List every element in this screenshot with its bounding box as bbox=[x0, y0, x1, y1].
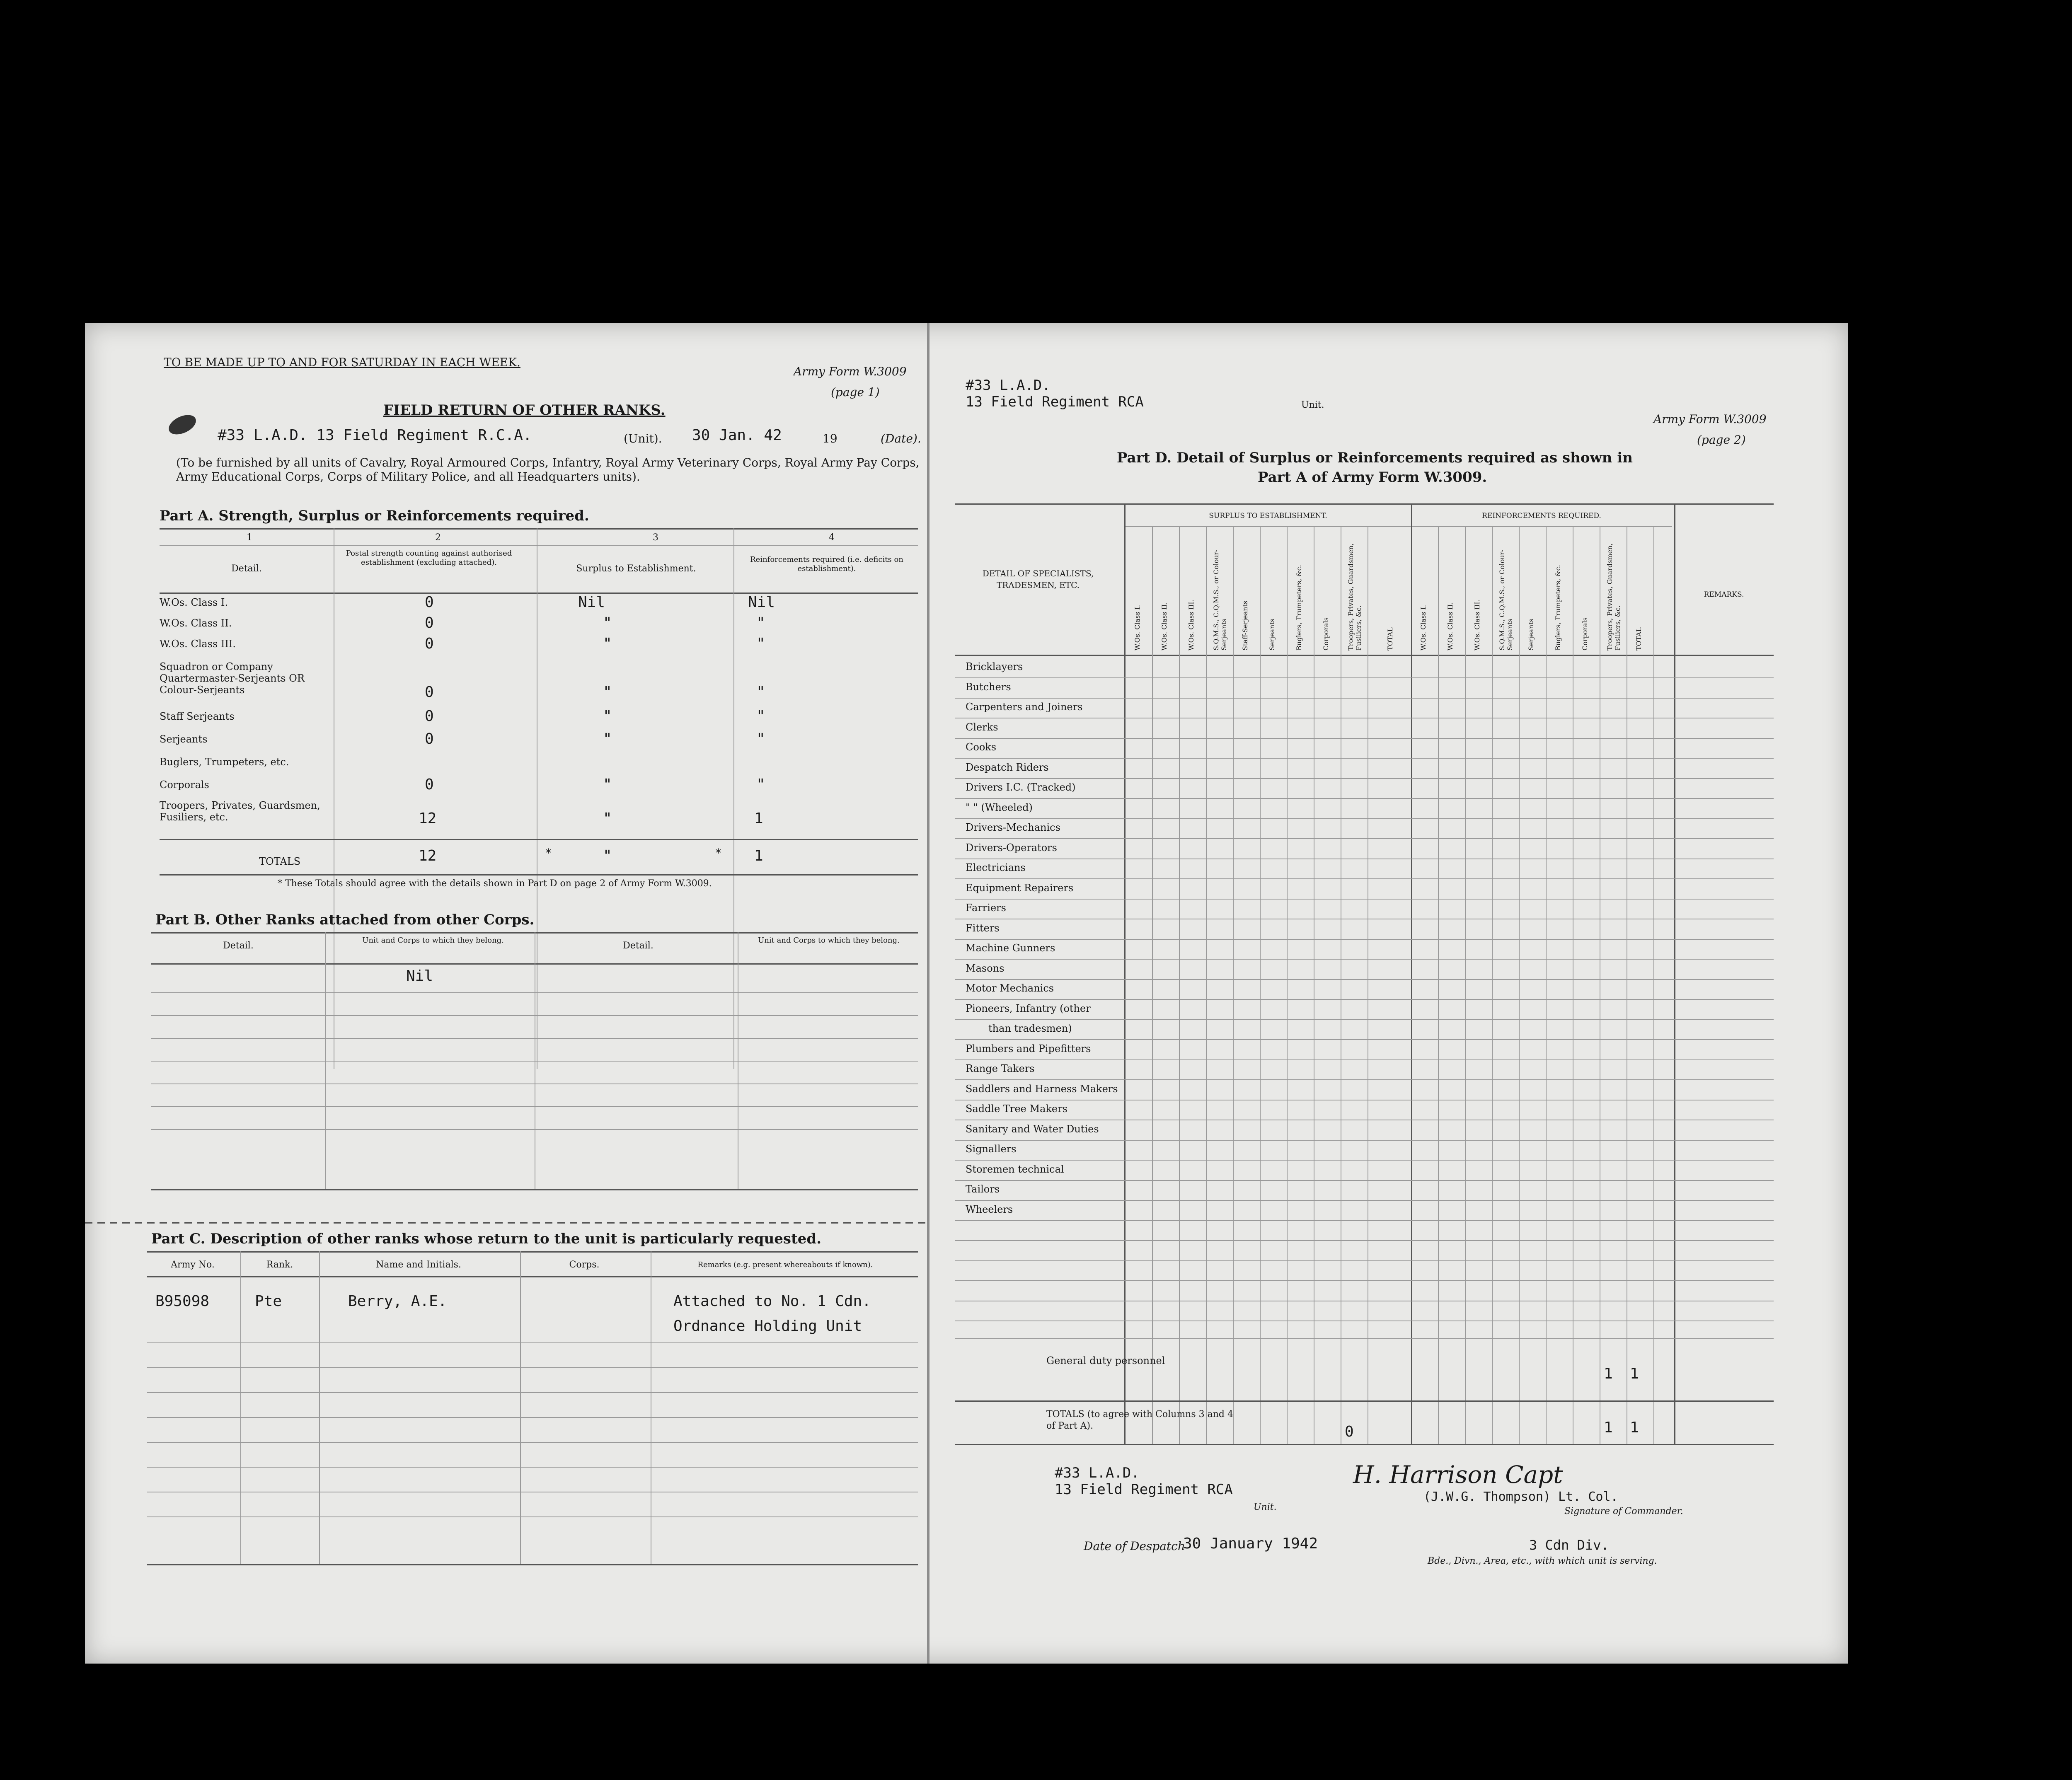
part-b-head-unit-2: Unit and Corps to which they belong. bbox=[758, 936, 900, 945]
trade-label: Electricians bbox=[966, 862, 1026, 873]
part-a-head-strength: Postal strength counting against authorised establishment (excluding attached). bbox=[346, 549, 512, 567]
p2-unit-value-2: 13 Field Regiment RCA bbox=[966, 394, 1144, 410]
trade-label: Despatch Riders bbox=[966, 761, 1049, 773]
trade-label: Saddle Tree Makers bbox=[966, 1103, 1067, 1115]
trade-label: Motor Mechanics bbox=[966, 982, 1054, 994]
part-c-head-army-no: Army No. bbox=[171, 1260, 215, 1270]
footer-unit-1: #33 L.A.D. bbox=[1055, 1465, 1140, 1481]
form-number: Army Form W.3009 bbox=[794, 365, 907, 378]
trade-label: Tailors bbox=[966, 1183, 1000, 1195]
part-d-title-1: Part D. Detail of Surplus or Reinforcements required as shown in bbox=[1117, 450, 1633, 466]
trade-label: Drivers-Mechanics bbox=[966, 822, 1060, 833]
ink-smudge bbox=[166, 411, 199, 438]
despatch-label: Date of Despatch bbox=[1084, 1539, 1185, 1553]
bde-label: Bde., Divn., Area, etc., with which unit is serving. bbox=[1428, 1556, 1657, 1566]
surplus-col-head-6: Serjeants bbox=[1268, 619, 1276, 651]
part-b-head-unit-1: Unit and Corps to which they belong. bbox=[362, 936, 504, 945]
trade-label: Cooks bbox=[966, 741, 997, 753]
surplus-col-head-total: TOTAL bbox=[1386, 627, 1394, 651]
trade-label: Storemen technical bbox=[966, 1163, 1064, 1175]
part-c-head-corps: Corps. bbox=[569, 1260, 600, 1270]
p2-unit-value-1: #33 L.A.D. bbox=[966, 377, 1051, 394]
unit-label: (Unit). bbox=[624, 432, 662, 445]
part-a-head-reinf: Reinforcements required (i.e. deficits on establishment). bbox=[750, 555, 903, 573]
part-c-head-rank: Rank. bbox=[266, 1260, 293, 1270]
part-a-col-num-4: 4 bbox=[829, 532, 835, 543]
trade-label: Equipment Repairers bbox=[966, 882, 1074, 894]
reinf-col-head-7: Corporals bbox=[1581, 617, 1589, 651]
reinf-col-head-5: Serjeants bbox=[1527, 619, 1535, 651]
part-b-head-detail-2: Detail. bbox=[623, 941, 654, 951]
reinf-col-head-2: W.Os. Class II. bbox=[1446, 602, 1454, 651]
p2-page-number: (page 2) bbox=[1697, 433, 1746, 447]
reinf-col-head-6: Buglers, Trumpeters, &c. bbox=[1554, 565, 1562, 651]
reinf-col-head-3: W.Os. Class III. bbox=[1473, 600, 1481, 651]
footer-unit-2: 13 Field Regiment RCA bbox=[1055, 1481, 1233, 1498]
trade-label: than tradesmen) bbox=[988, 1023, 1072, 1034]
page-fold bbox=[927, 323, 929, 1664]
trade-label: Clerks bbox=[966, 721, 998, 733]
trade-label: Masons bbox=[966, 962, 1005, 974]
surplus-col-head-3: W.Os. Class III. bbox=[1187, 600, 1195, 651]
part-c-head-remarks: Remarks (e.g. present whereabouts if known). bbox=[697, 1260, 873, 1269]
page-number: (page 1) bbox=[831, 385, 880, 399]
furnish-note: (To be furnished by all units of Cavalry, Royal Armoured Corps, Infantry, Royal Army Veterinary Corps, Royal Army Pay Corps, Army Educational Corps, Corps of Military Police, and all Headquarters units). bbox=[176, 456, 920, 484]
trade-label: Signallers bbox=[966, 1143, 1017, 1155]
p2-form-number: Army Form W.3009 bbox=[1653, 412, 1767, 426]
trade-label: Pioneers, Infantry (other bbox=[966, 1002, 1091, 1014]
signed-name: (J.W.G. Thompson) Lt. Col. bbox=[1423, 1490, 1618, 1504]
trade-label: Saddlers and Harness Makers bbox=[966, 1083, 1118, 1095]
surplus-col-head-4: S.Q.M.S., C.Q.M.S., or Colour-Serjeants bbox=[1212, 549, 1228, 651]
trade-label: Plumbers and Pipefitters bbox=[966, 1042, 1091, 1054]
trade-label: Drivers I.C. (Tracked) bbox=[966, 781, 1076, 793]
trade-label: Range Takers bbox=[966, 1063, 1035, 1074]
reinf-col-head-1: W.Os. Class I. bbox=[1419, 605, 1427, 651]
bde-value: 3 Cdn Div. bbox=[1529, 1537, 1609, 1553]
field-return-document bbox=[85, 323, 1848, 1664]
trade-label: Sanitary and Water Duties bbox=[966, 1123, 1099, 1135]
footer-unit-label: Unit. bbox=[1254, 1502, 1277, 1512]
part-a-footnote: * These Totals should agree with the details shown in Part D on page 2 of Army Form W.3009. bbox=[278, 878, 712, 889]
part-d-reinf-head: REINFORCEMENTS REQUIRED. bbox=[1482, 512, 1601, 520]
surplus-col-head-9: Troopers, Privates, Guardsmen, Fusiliers, &c. bbox=[1347, 543, 1363, 651]
part-d-surplus-head: SURPLUS TO ESTABLISHMENT. bbox=[1209, 512, 1327, 520]
part-c-title: Part C. Description of other ranks whose return to the unit is particularly requested. bbox=[151, 1231, 822, 1247]
part-d-remarks-head: REMARKS. bbox=[1704, 590, 1744, 599]
despatch-value: 30 January 1942 bbox=[1183, 1535, 1318, 1552]
general-duty-value-2: 1 bbox=[1630, 1365, 1639, 1382]
surplus-col-head-2: W.Os. Class II. bbox=[1160, 602, 1168, 651]
part-b-value: Nil bbox=[406, 967, 433, 984]
trade-label: Fitters bbox=[966, 922, 1000, 934]
handwritten-signature: H. Harrison Capt bbox=[1353, 1461, 1563, 1489]
part-d-totals-reinf-1: 1 bbox=[1604, 1419, 1613, 1436]
part-a-col-num-2: 2 bbox=[435, 532, 441, 543]
form-title: FIELD RETURN OF OTHER RANKS. bbox=[383, 402, 666, 418]
trade-label: Wheelers bbox=[966, 1203, 1013, 1215]
trade-label: Farriers bbox=[966, 902, 1006, 914]
reinf-col-head-4: S.Q.M.S., C.Q.M.S., or Colour-Serjeants bbox=[1498, 549, 1514, 651]
trade-label: " " (Wheeled) bbox=[966, 801, 1033, 813]
page-2 bbox=[930, 323, 1848, 1664]
general-duty-label: General duty personnel bbox=[1046, 1355, 1165, 1366]
trade-label: Butchers bbox=[966, 681, 1011, 693]
date-year: 19 bbox=[823, 432, 838, 445]
date-label: (Date). bbox=[881, 432, 921, 445]
surplus-col-head-7: Buglers, Trumpeters, &c. bbox=[1295, 565, 1303, 651]
part-a-head-surplus: Surplus to Establishment. bbox=[576, 564, 696, 574]
trade-label: Drivers-Operators bbox=[966, 842, 1057, 854]
header-note: TO BE MADE UP TO AND FOR SATURDAY IN EACH WEEK. bbox=[164, 356, 520, 369]
part-a-head-detail: Detail. bbox=[231, 564, 262, 574]
part-a-title: Part A. Strength, Surplus or Reinforcements required. bbox=[160, 508, 589, 524]
part-a-col-num-3: 3 bbox=[653, 532, 658, 543]
page-1: TO BE MADE UP TO AND FOR SATURDAY IN EACH WEEK. Army Form W.3009 (page 1) FIELD RETURN OF OTHER RANKS. #33 L.A.D. 13 Field Regiment R.C.A. (Unit). 30 Jan. 42 19 (Date). (To be furnished by all units of Cavalry, Royal Armoured Corps, Infantry, Royal Army Veterinary Corps, Royal Army Pay Corps, Army Educational Corps, Corps of Military Police, and all Headquarters units). Part A. Strength, Surplus or Reinforcements required. 1 2 3 4 Detail. Postal strength counting against authorised establishment (excluding attached). Surplus to Establishment. Reinforcements required (i.e. deficits on establishment). W.Os. Class I. 0 Nil Nil W.Os. Class II. 0 " " W.Os. Class III. 0 " " Squadron or Company Quartermaster-Serjeants OR Colour-Serjeants 0 " " Staff Serjeants 0 " " Serjeants 0 " " Buglers, Trumpeters, etc. Corporals 0 " " Troopers, Privates, Guardsmen, Fusiliers, etc. 12 " 1 TOTALS 12 * " * 1 * These Totals should agree with the details shown in Part D on page 2 of Army Form W.3009. Part B. Other Ranks attached from other Corps. Detail. Unit and Corps to which they belong. Detail. Unit and Corps to which they belong. Nil Part C. Description of other ranks whose return to the unit is particularly requested. Army No. Rank. Name and Initials. Corps. Remarks (e.g. present whereabouts if known). B95098 Pte Berry, A.E. Attached to No. 1 Cdn. Ordnance Holding Unit bbox=[85, 323, 926, 1664]
part-d-totals-reinf-2: 1 bbox=[1630, 1419, 1639, 1436]
part-d-totals-label: TOTALS (to agree with Columns 3 and 4 of Part A). bbox=[1046, 1409, 1233, 1431]
part-b-head-detail-1: Detail. bbox=[223, 941, 254, 951]
p2-unit-label: Unit. bbox=[1301, 400, 1324, 410]
trade-label: Machine Gunners bbox=[966, 942, 1055, 954]
surplus-col-head-1: W.Os. Class I. bbox=[1133, 605, 1141, 651]
date-value: 30 Jan. 42 bbox=[692, 427, 782, 444]
part-b-title: Part B. Other Ranks attached from other Corps. bbox=[155, 912, 535, 928]
part-d-totals-surplus: 0 bbox=[1345, 1423, 1354, 1440]
part-a-col-num-1: 1 bbox=[247, 532, 252, 543]
surplus-col-head-8: Corporals bbox=[1322, 617, 1330, 651]
part-d-detail-head: DETAIL OF SPECIALISTS, TRADESMEN, ETC. bbox=[982, 568, 1094, 590]
unit-value: #33 L.A.D. 13 Field Regiment R.C.A. bbox=[218, 427, 532, 444]
trade-label: Bricklayers bbox=[966, 661, 1023, 672]
signature-label: Signature of Commander. bbox=[1564, 1506, 1683, 1516]
reinf-col-head-8: Troopers, Privates, Guardsmen, Fusiliers, &c. bbox=[1606, 543, 1622, 651]
general-duty-value-1: 1 bbox=[1604, 1365, 1613, 1382]
part-d-title-2: Part A of Army Form W.3009. bbox=[1258, 469, 1487, 486]
trade-label: Carpenters and Joiners bbox=[966, 701, 1083, 713]
part-c-head-name: Name and Initials. bbox=[376, 1260, 461, 1270]
reinf-col-head-total: TOTAL bbox=[1635, 627, 1643, 651]
surplus-col-head-5: Staff-Serjeants bbox=[1241, 600, 1249, 651]
